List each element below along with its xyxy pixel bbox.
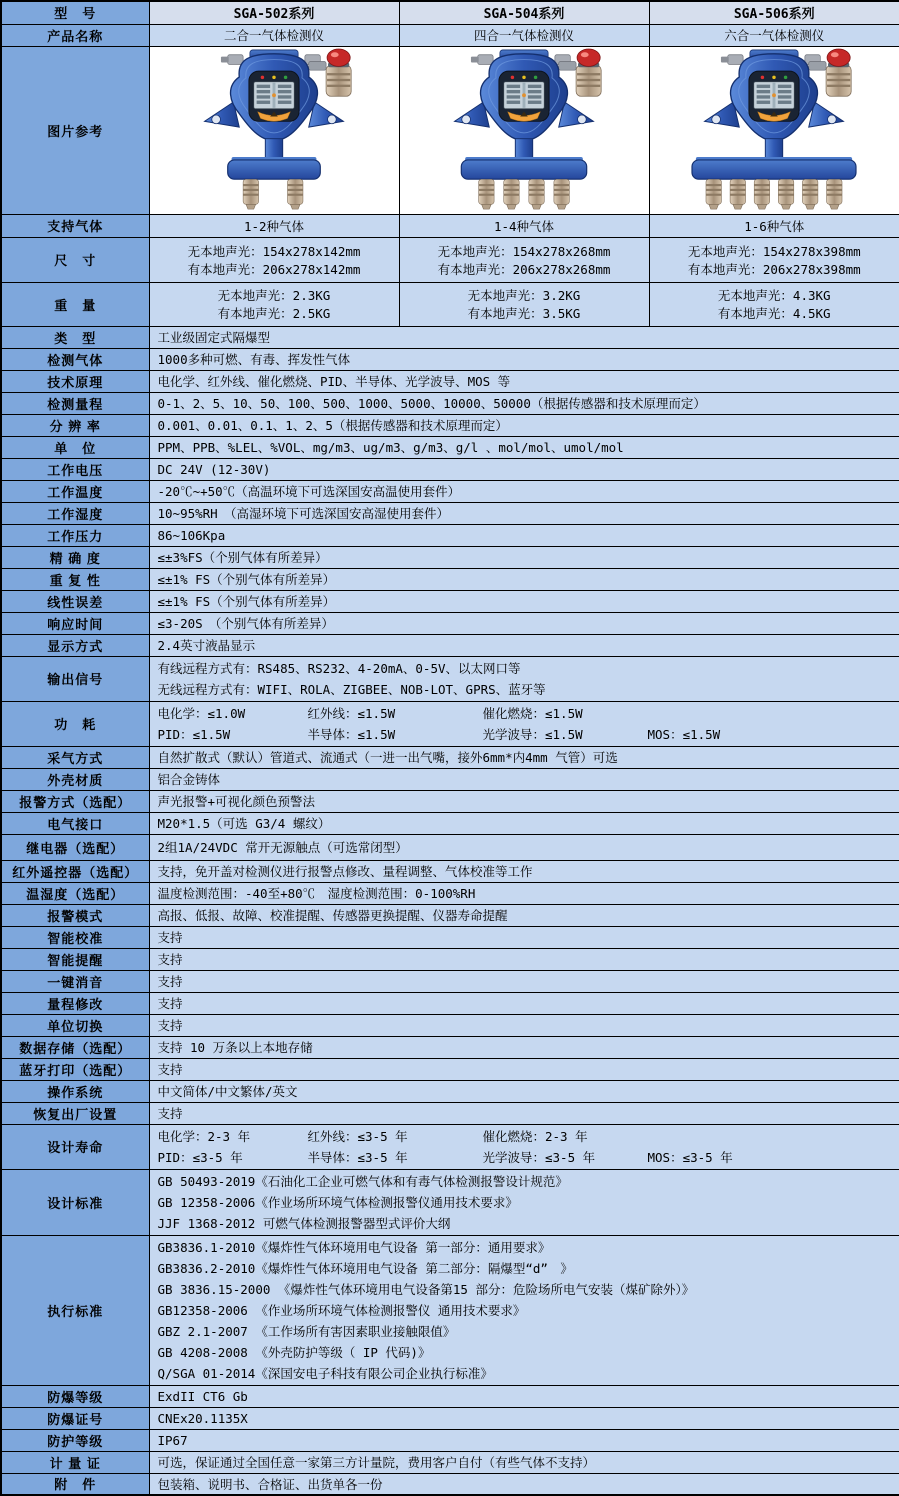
spec-value	[149, 656, 899, 701]
spec-value: 支持	[149, 970, 899, 992]
row-spec-work-temp	[1, 480, 899, 502]
image-cell-502	[149, 46, 399, 214]
spec-value: 包装箱、说明书、合格证、出货单各一份	[149, 1473, 899, 1495]
weight-502	[149, 282, 399, 326]
spec-value: ≤3-20S （个别气体有所差异）	[149, 612, 899, 634]
row-spec-response-time	[1, 612, 899, 634]
spec-label: 报警模式	[1, 904, 149, 926]
exec-std-line: GB 4208-2008 《外壳防护等级（ IP 代码)》	[157, 1344, 431, 1360]
spec-label: 操作系统	[1, 1080, 149, 1102]
row-spec-power	[1, 701, 899, 746]
spec-label: 检测量程	[1, 392, 149, 414]
spec-label: 恢复出厂设置	[1, 1102, 149, 1124]
weight-502-line1: 无本地声光：2.3KG	[217, 288, 331, 303]
exec-std-line: GBZ 2.1-2007 《工作场所有害因素职业接触限值》	[157, 1323, 456, 1339]
spec-label: 工作湿度	[1, 502, 149, 524]
weight-504-line1: 无本地声光：3.2KG	[467, 288, 581, 303]
spec-label: 量程修改	[1, 992, 149, 1014]
dimensions-506	[649, 237, 899, 282]
spec-label: 外壳材质	[1, 768, 149, 790]
row-spec-detect-gas	[1, 348, 899, 370]
weight-506-line1: 无本地声光：4.3KG	[717, 288, 831, 303]
row-spec-relay	[1, 834, 899, 860]
product-name-504: 四合一气体检测仪	[399, 24, 649, 46]
spec-value: 铝合金铸体	[149, 768, 899, 790]
spec-value: DC 24V (12-30V)	[149, 458, 899, 480]
row-spec-electrical-port	[1, 812, 899, 834]
lifetime-item: 红外线：≤3-5 年	[307, 1128, 408, 1144]
spec-label: 功 耗	[1, 701, 149, 746]
spec-label: 防爆证号	[1, 1407, 149, 1429]
row-spec-unit-switch	[1, 1014, 899, 1036]
spec-value: 声光报警+可视化颜色预警法	[149, 790, 899, 812]
supported-gas-label: 支持气体	[1, 214, 149, 237]
row-spec-linearity	[1, 590, 899, 612]
spec-label: 重 复 性	[1, 568, 149, 590]
spec-value: ≤±1% FS（个别气体有所差异）	[149, 590, 899, 612]
spec-value: 支持	[149, 992, 899, 1014]
row-spec-factory-reset	[1, 1102, 899, 1124]
row-spec-sampling	[1, 746, 899, 768]
spec-label: 电气接口	[1, 812, 149, 834]
spec-label: 检测气体	[1, 348, 149, 370]
row-product-name	[1, 24, 899, 46]
lifetime-item: PID：≤3-5 年	[157, 1149, 243, 1165]
lifetime-line1	[158, 1126, 892, 1147]
spec-label: 工作压力	[1, 524, 149, 546]
weight-label: 重 量	[1, 282, 149, 326]
row-spec-bt-print	[1, 1058, 899, 1080]
spec-value: 中文简体/中文繁体/英文	[149, 1080, 899, 1102]
spec-value: IP67	[149, 1429, 899, 1451]
exec-std-line: GB3836.2-2010《爆炸性气体环境用电气设备 第二部分：隔爆型“d” 》	[157, 1260, 573, 1276]
weight-504	[399, 282, 649, 326]
row-spec-mute	[1, 970, 899, 992]
row-spec-range	[1, 392, 899, 414]
spec-label: 智能校准	[1, 926, 149, 948]
lifetime-item: 半导体：≤3-5 年	[307, 1149, 408, 1165]
dim-506-line2: 有本地声光：206x278x398mm	[687, 261, 861, 277]
product-name-label: 产品名称	[1, 24, 149, 46]
spec-label: 显示方式	[1, 634, 149, 656]
row-spec-accuracy	[1, 546, 899, 568]
image-cell-506	[649, 46, 899, 214]
weight-502-line2: 有本地声光：2.5KG	[217, 306, 331, 321]
spec-value: 支持	[149, 926, 899, 948]
supported-gas-504: 1-4种气体	[399, 214, 649, 237]
row-spec-smart-remind	[1, 948, 899, 970]
row-spec-temp-humidity	[1, 882, 899, 904]
power-line2	[158, 724, 892, 745]
dim-502-line1: 无本地声光：154x278x142mm	[187, 243, 361, 259]
row-spec-ex-cert	[1, 1407, 899, 1429]
spec-value: ≤±3%FS（个别气体有所差异）	[149, 546, 899, 568]
spec-label: 工作温度	[1, 480, 149, 502]
product-name-502: 二合一气体检测仪	[149, 24, 399, 46]
spec-label: 响应时间	[1, 612, 149, 634]
spec-value: M20*1.5（可选 G3/4 螺纹）	[149, 812, 899, 834]
supported-gas-506: 1-6种气体	[649, 214, 899, 237]
row-spec-metering-cert	[1, 1451, 899, 1473]
row-spec-design-standard	[1, 1169, 899, 1235]
spec-label: 红外遥控器（选配）	[1, 860, 149, 882]
spec-label: 执行标准	[1, 1235, 149, 1385]
spec-label: 一键消音	[1, 970, 149, 992]
spec-value	[149, 1124, 899, 1169]
spec-value	[149, 1235, 899, 1385]
exec-std-line: GB12358-2006 《作业场所环境气体检测报警仪 通用技术要求》	[157, 1302, 526, 1318]
spec-value: ExdII CT6 Gb	[149, 1385, 899, 1407]
row-spec-exec-standard	[1, 1235, 899, 1385]
row-spec-display	[1, 634, 899, 656]
spec-value: 支持	[149, 1014, 899, 1036]
spec-label: 继电器（选配）	[1, 834, 149, 860]
weight-506-line2: 有本地声光：4.5KG	[717, 306, 831, 321]
row-spec-ex-grade	[1, 1385, 899, 1407]
image-cell-504	[399, 46, 649, 214]
spec-label: 单 位	[1, 436, 149, 458]
exec-std-line: Q/SGA 01-2014《深国安电子科技有限公司企业执行标准》	[157, 1365, 493, 1381]
spec-label: 报警方式（选配）	[1, 790, 149, 812]
row-spec-resolution	[1, 414, 899, 436]
spec-value: ≤±1% FS（个别气体有所差异）	[149, 568, 899, 590]
output-wired-line: 有线远程方式有：RS485、RS232、4-20mA、0-5V、以太网口等	[157, 660, 521, 676]
gas-detector-4-sensors-image	[402, 48, 646, 212]
spec-label: 防爆等级	[1, 1385, 149, 1407]
spec-label: 工作电压	[1, 458, 149, 480]
spec-label: 单位切换	[1, 1014, 149, 1036]
spec-label: 温湿度（选配）	[1, 882, 149, 904]
spec-label: 分 辨 率	[1, 414, 149, 436]
row-weight	[1, 282, 899, 326]
row-spec-unit	[1, 436, 899, 458]
spec-value: 工业级固定式隔爆型	[149, 326, 899, 348]
model-sga502: SGA-502系列	[149, 1, 399, 24]
spec-value: 自然扩散式（默认）管道式、流通式（一进一出气嘴，接外6mm*内4mm 气管）可选	[149, 746, 899, 768]
gas-detector-6-sensors-image	[652, 48, 896, 212]
spec-value: 1000多种可燃、有毒、挥发性气体	[149, 348, 899, 370]
power-item: 半导体：≤1.5W	[307, 726, 396, 742]
spec-label: 计 量 证	[1, 1451, 149, 1473]
spec-label: 智能提醒	[1, 948, 149, 970]
row-spec-range-modify	[1, 992, 899, 1014]
power-line1	[158, 703, 892, 724]
exec-std-line: GB3836.1-2010《爆炸性气体环境用电气设备 第一部分：通用要求》	[157, 1239, 551, 1255]
spec-value: PPM、PPB、%LEL、%VOL、mg/m3、ug/m3、g/m3、g/l 、mol/mol、umol/mol	[149, 436, 899, 458]
row-spec-ip-grade	[1, 1429, 899, 1451]
spec-label: 技术原理	[1, 370, 149, 392]
spec-value: 0.001、0.01、0.1、1、2、5（根据传感器和技术原理而定）	[149, 414, 899, 436]
lifetime-item: 电化学：2-3 年	[157, 1128, 251, 1144]
spec-label: 附 件	[1, 1473, 149, 1495]
image-label: 图片参考	[1, 46, 149, 214]
row-model-header	[1, 1, 899, 24]
spec-label: 设计标准	[1, 1169, 149, 1235]
row-spec-alarm-type	[1, 790, 899, 812]
row-supported-gas	[1, 214, 899, 237]
spec-label: 线性误差	[1, 590, 149, 612]
power-item: 电化学：≤1.0W	[157, 705, 246, 721]
row-spec-housing	[1, 768, 899, 790]
power-item: PID：≤1.5W	[157, 726, 231, 742]
spec-label: 防护等级	[1, 1429, 149, 1451]
spec-value: 支持	[149, 948, 899, 970]
row-spec-principle	[1, 370, 899, 392]
lifetime-item: 光学波导：≤3-5 年	[482, 1149, 596, 1165]
spec-label: 输出信号	[1, 656, 149, 701]
row-spec-ir-remote	[1, 860, 899, 882]
spec-value: 温度检测范围：-40至+80℃ 湿度检测范围：0-100%RH	[149, 882, 899, 904]
row-spec-smart-cal	[1, 926, 899, 948]
spec-value: 2.4英寸液晶显示	[149, 634, 899, 656]
design-std-line: GB 50493-2019《石油化工企业可燃气体和有毒气体检测报警设计规范》	[157, 1173, 568, 1189]
spec-value: 支持	[149, 1102, 899, 1124]
dimensions-504	[399, 237, 649, 282]
row-spec-os	[1, 1080, 899, 1102]
row-spec-voltage	[1, 458, 899, 480]
spec-label: 数据存储（选配）	[1, 1036, 149, 1058]
row-spec-output-signal	[1, 656, 899, 701]
spec-label: 精 确 度	[1, 546, 149, 568]
model-sga506: SGA-506系列	[649, 1, 899, 24]
power-item: 红外线：≤1.5W	[307, 705, 396, 721]
row-spec-repeatability	[1, 568, 899, 590]
lifetime-item: MOS：≤3-5 年	[647, 1149, 733, 1165]
power-item: 光学波导：≤1.5W	[482, 726, 583, 742]
spec-label: 采气方式	[1, 746, 149, 768]
row-spec-storage	[1, 1036, 899, 1058]
spec-value: 电化学、红外线、催化燃烧、PID、半导体、光学波导、MOS 等	[149, 370, 899, 392]
row-spec-work-humidity	[1, 502, 899, 524]
design-std-line: GB 12358-2006《作业场所环境气体检测报警仪通用技术要求》	[157, 1194, 518, 1210]
gas-detector-2-sensors-image	[152, 48, 396, 212]
spec-label: 类 型	[1, 326, 149, 348]
spec-value: 高报、低报、故障、校准提醒、传感器更换提醒、仪器寿命提醒	[149, 904, 899, 926]
spec-value: 86~106Kpa	[149, 524, 899, 546]
spec-value: 2组1A/24VDC 常开无源触点（可选常闭型）	[149, 834, 899, 860]
spec-value: 支持	[149, 1058, 899, 1080]
dimensions-502	[149, 237, 399, 282]
design-std-line: JJF 1368-2012 可燃气体检测报警器型式评价大纲	[157, 1215, 451, 1231]
lifetime-line2	[158, 1147, 892, 1168]
spec-label: 设计寿命	[1, 1124, 149, 1169]
weight-506	[649, 282, 899, 326]
spec-value: -20℃~+50℃（高温环境下可选深国安高温使用套件）	[149, 480, 899, 502]
lifetime-item: 催化燃烧：2-3 年	[482, 1128, 588, 1144]
product-name-506: 六合一气体检测仪	[649, 24, 899, 46]
model-header-label: 型 号	[1, 1, 149, 24]
dim-504-line2: 有本地声光：206x278x268mm	[437, 261, 611, 277]
model-sga504: SGA-504系列	[399, 1, 649, 24]
dim-506-line1: 无本地声光：154x278x398mm	[687, 243, 861, 259]
spec-value: CNEx20.1135X	[149, 1407, 899, 1429]
power-item: 催化燃烧：≤1.5W	[482, 705, 583, 721]
row-spec-alarm-modes	[1, 904, 899, 926]
dim-504-line1: 无本地声光：154x278x268mm	[437, 243, 611, 259]
spec-value: 支持 10 万条以上本地存储	[149, 1036, 899, 1058]
output-wireless-line: 无线远程方式有：WIFI、ROLA、ZIGBEE、NOB-LOT、GPRS、蓝牙等	[157, 681, 546, 697]
spec-value: 0-1、2、5、10、50、100、500、1000、5000、10000、50000（根据传感器和技术原理而定）	[149, 392, 899, 414]
row-spec-pressure	[1, 524, 899, 546]
spec-label: 蓝牙打印（选配）	[1, 1058, 149, 1080]
supported-gas-502: 1-2种气体	[149, 214, 399, 237]
row-dimensions	[1, 237, 899, 282]
row-image	[1, 46, 899, 214]
spec-value: 支持，免开盖对检测仪进行报警点修改、量程调整、气体校准等工作	[149, 860, 899, 882]
spec-value: 可选，保证通过全国任意一家第三方计量院，费用客户自付（有些气体不支持）	[149, 1451, 899, 1473]
spec-value	[149, 1169, 899, 1235]
spec-value: 10~95%RH （高湿环境下可选深国安高湿使用套件）	[149, 502, 899, 524]
power-item: MOS：≤1.5W	[647, 726, 721, 742]
row-spec-lifetime	[1, 1124, 899, 1169]
dimensions-label: 尺 寸	[1, 237, 149, 282]
dim-502-line2: 有本地声光：206x278x142mm	[187, 261, 361, 277]
row-spec-type	[1, 326, 899, 348]
spec-value	[149, 701, 899, 746]
exec-std-line: GB 3836.15-2000 《爆炸性气体环境用电气设备第15 部分：危险场所电气安装（煤矿除外）》	[157, 1281, 695, 1297]
weight-504-line2: 有本地声光：3.5KG	[467, 306, 581, 321]
row-spec-accessories	[1, 1473, 899, 1495]
